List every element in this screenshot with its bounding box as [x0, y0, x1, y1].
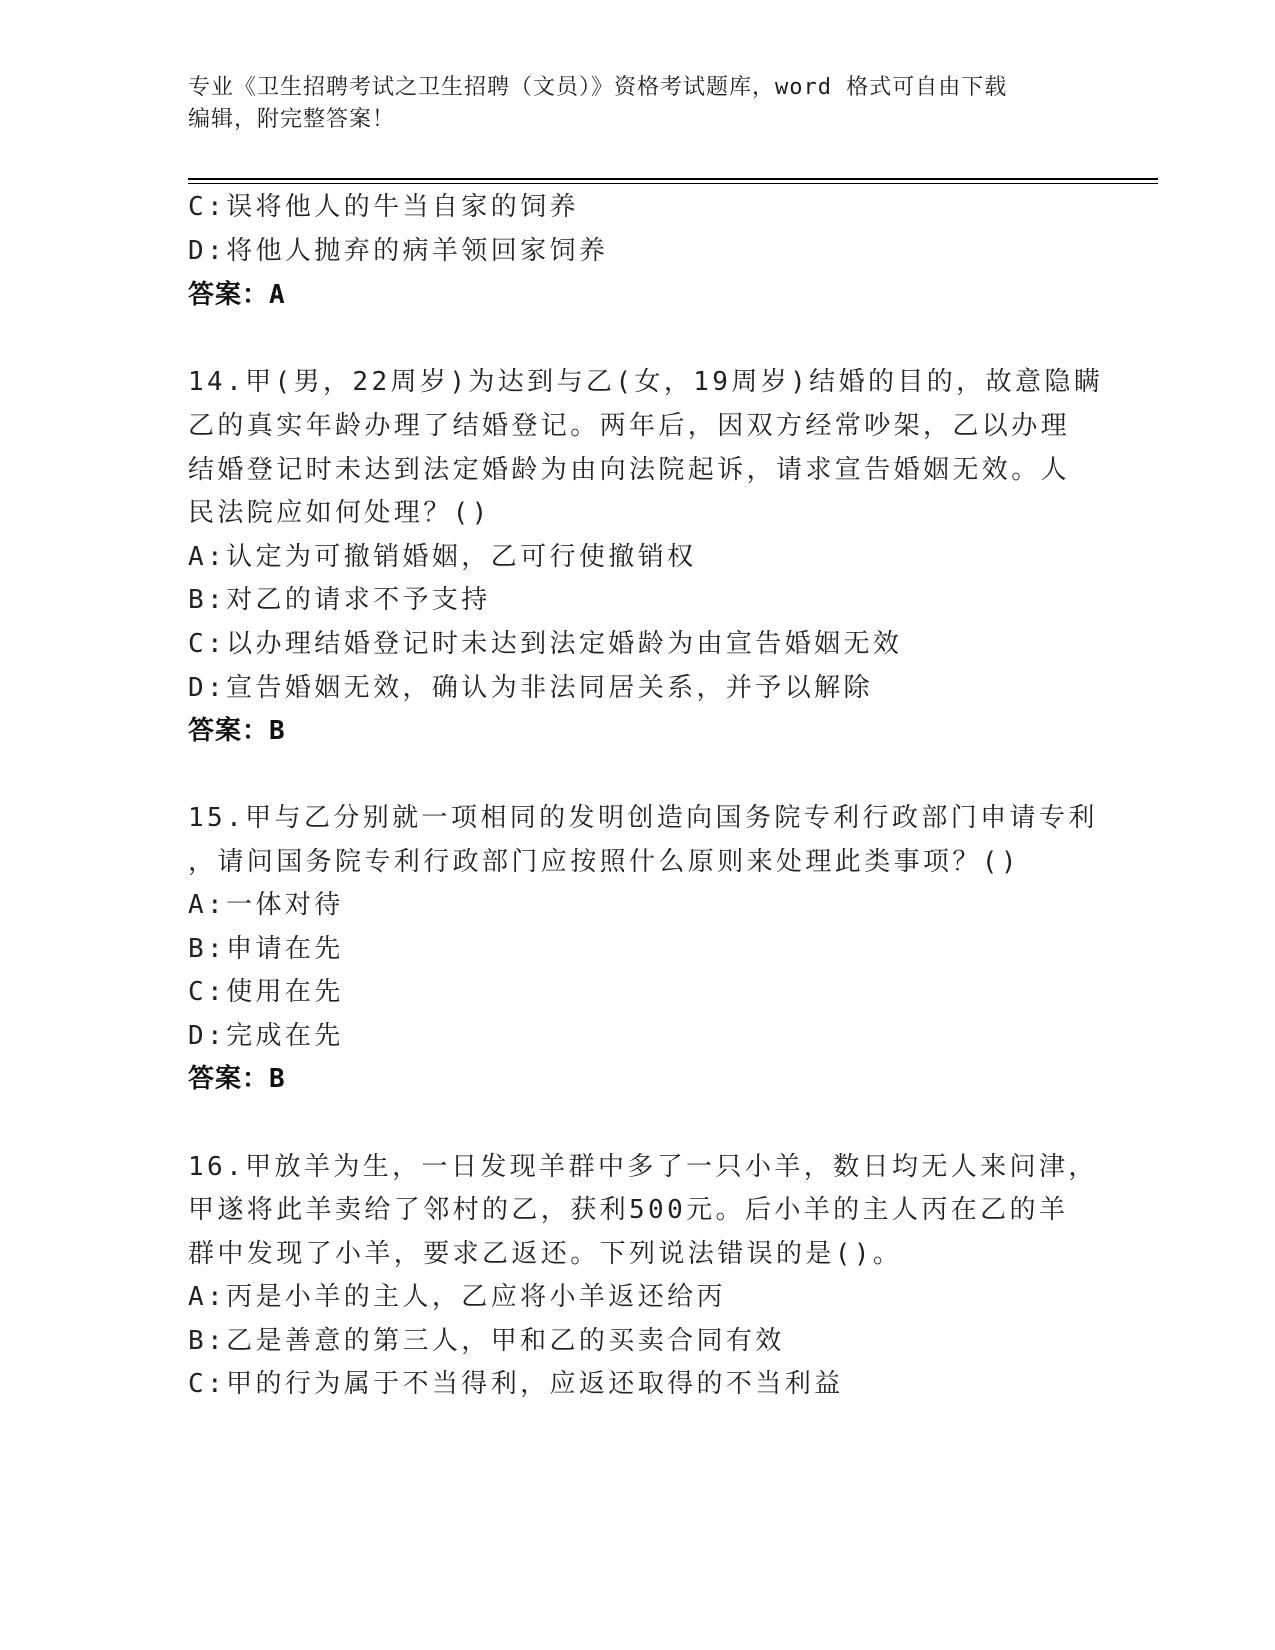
- q16-option-b: B:乙是善意的第三人，甲和乙的买卖合同有效: [188, 1326, 785, 1356]
- q13-option-c: C:误将他人的牛当自家的饲养: [188, 192, 579, 222]
- q16-stem-line-3: 群中发现了小羊，要求乙返还。下列说法错误的是()。: [188, 1239, 903, 1269]
- q14-answer: 答案：B: [188, 716, 286, 746]
- q14-option-d: D:宣告婚姻无效，确认为非法同居关系，并予以解除: [188, 673, 873, 703]
- q15-stem-line-2: ，请问国务院专利行政部门应按照什么原则来处理此类事项？(): [188, 847, 1020, 877]
- q14-stem-line-3: 结婚登记时未达到法定婚龄为由向法院起诉，请求宣告婚姻无效。人: [188, 455, 1071, 485]
- header-rule-thin: [188, 183, 1158, 184]
- q16-option-c: C:甲的行为属于不当得利，应返还取得的不当利益: [188, 1369, 844, 1399]
- header-line-2: 编辑，附完整答案！: [188, 107, 396, 132]
- q15-answer: 答案：B: [188, 1064, 286, 1094]
- q14-stem-line-1: 14.甲(男，22周岁)为达到与乙(女，19周岁)结婚的目的，故意隐瞒: [188, 367, 1104, 397]
- q15-option-d: D:完成在先: [188, 1021, 344, 1051]
- q13-option-d: D:将他人抛弃的病羊领回家饲养: [188, 236, 609, 266]
- q14-option-c: C:以办理结婚登记时未达到法定婚龄为由宣告婚姻无效: [188, 629, 903, 659]
- q16-stem-line-1: 16.甲放羊为生，一日发现羊群中多了一只小羊，数日均无人来问津，: [188, 1152, 1098, 1182]
- q15-option-b: B:申请在先: [188, 934, 344, 964]
- q14-stem-line-2: 乙的真实年龄办理了结婚登记。两年后，因双方经常吵架，乙以办理: [188, 411, 1071, 441]
- q16-option-a: A:丙是小羊的主人，乙应将小羊返还给丙: [188, 1282, 726, 1312]
- header-rule-thick: [188, 178, 1158, 180]
- q13-answer: 答案：A: [188, 280, 286, 310]
- q15-option-a: A:一体对待: [188, 890, 344, 920]
- page-header: [188, 72, 1088, 136]
- q14-stem-line-4: 民法院应如何处理？(): [188, 498, 491, 528]
- q14-option-a: A:认定为可撤销婚姻，乙可行使撤销权: [188, 542, 697, 572]
- q15-stem-line-1: 15.甲与乙分别就一项相同的发明创造向国务院专利行政部门申请专利: [188, 803, 1098, 833]
- q16-stem-line-2: 甲遂将此羊卖给了邻村的乙，获利500元。后小羊的主人丙在乙的羊: [188, 1195, 1069, 1225]
- header-line-1: 专业《卫生招聘考试之卫生招聘（文员）》资格考试题库，word 格式可自由下载: [188, 75, 1008, 100]
- q15-option-c: C:使用在先: [188, 977, 344, 1007]
- q14-option-b: B:对乙的请求不予支持: [188, 585, 491, 615]
